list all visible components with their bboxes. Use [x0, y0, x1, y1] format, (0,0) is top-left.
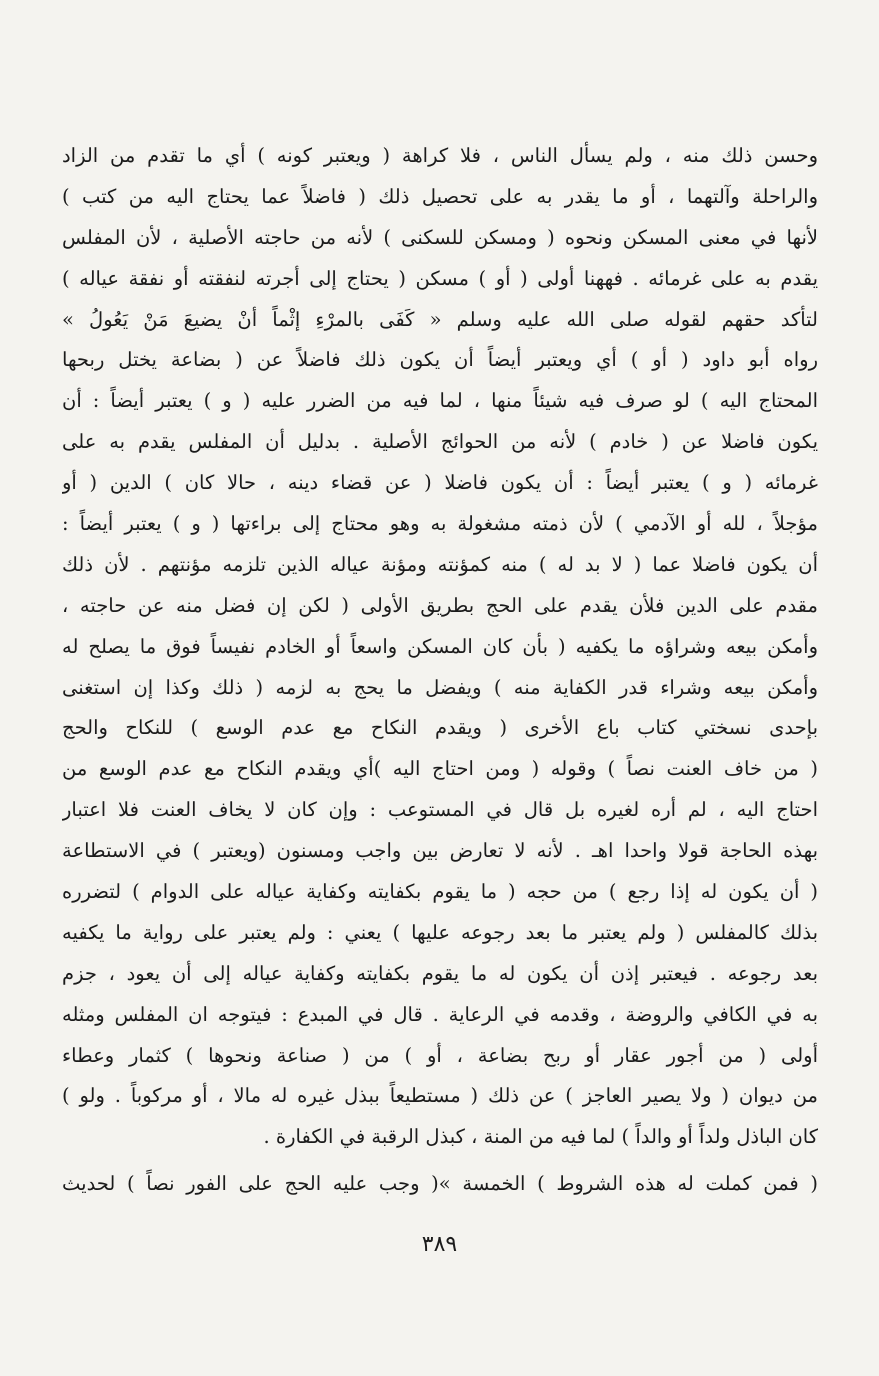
text-line: أولى ( من أجور عقار أو ربح بضاعة ، أو ) من ( صناعة ونحوها ) كثمار وعطاء — [62, 1043, 818, 1067]
text-line: أن يكون فاضلا عما ( لا بد له ) منه كمؤنته ومؤنة عياله الذين تلزمه مؤنتهم . لأن ذلك — [62, 552, 818, 576]
text-line: بإحدى نسختي كتاب باع الأخرى ( ويقدم النكاح مع عدم الوسع ) للنكاح والحج — [62, 716, 818, 740]
text-line: بهذه الحاجة قولا واحدا اهـ . لأنه لا تعارض بين واجب ومسنون (ويعتبر ) في الاستطاعة — [62, 839, 818, 863]
text-line: من ديوان ( ولا يصير العاجز ) عن ذلك ( مستطيعاً ببذل غيره له مالا ، أو مركوباً . ولو ) — [62, 1084, 818, 1108]
text-line: والراحلة وآلتهما ، أو ما يقدر به على تحصيل ذلك ( فاضلاً عما يحتاج اليه من كتب ) — [62, 184, 818, 208]
text-line: بعد رجوعه . فيعتبر إذن أن يكون له ما يقوم بكفايته وكفاية عياله إلى أن يعود ، جزم — [62, 961, 818, 985]
text-line: مؤجلاً ، لله أو الآدمي ) لأن ذمته مشغولة به وهو محتاج إلى براءتها ( و ) يعتبر أيضاً : — [62, 512, 818, 536]
text-line: لتأكد حقهم لقوله صلى الله عليه وسلم « كَفَى بالمرْءِ إثْماً أنْ يضيعَ مَنْ يَعُولُ » — [62, 307, 818, 331]
paragraph-last-line: كان الباذل ولداً أو والداً ) لما فيه من المنة ، كبذل الرقبة في الكفارة . — [263, 1125, 818, 1149]
text-line: لأنها في معنى المسكن ونحوه ( ومسكن للسكنى ) لأنه من حاجته الأصلية ، لأن المفلس — [62, 225, 818, 249]
text-line: وأمكن بيعه وشراء قدر الكفاية منه ) ويفضل ما يحج به لزمه ( ذلك وكذا إن استغنى — [62, 675, 818, 699]
new-paragraph-line: ( فمن كملت له هذه الشروط ) الخمسة »( وجب عليه الحج على الفور نصاً ) لحديث — [62, 1172, 818, 1195]
text-line: وأمكن بيعه وشراؤه ما يكفيه ( بأن كان المسكن واسعاً أو الخادم نفيساً فوق ما يصلح له — [62, 634, 818, 658]
text-line: يقدم به على غرمائه . فههنا أولى ( أو ) مسكن ( يحتاج إلى أجرته لنفقته أو نفقة عياله ) — [62, 266, 818, 290]
text-line: وحسن ذلك منه ، ولم يسأل الناس ، فلا كراهة ( ويعتبر كونه ) أي ما تقدم من الزاد — [62, 144, 818, 167]
text-line: ( من خاف العنت نصاً ) وقوله ( ومن احتاج اليه )أي ويقدم النكاح مع عدم الوسع من — [62, 757, 818, 781]
text-line: مقدم على الدين فلأن يقدم على الحج بطريق الأولى ( لكن إن فضل منه عن حاجته ، — [62, 593, 818, 617]
text-line: يكون فاضلا عن ( خادم ) لأنه من الحوائج الأصلية . بدليل أن المفلس يقدم به على — [62, 430, 818, 454]
text-line: رواه أبو داود ( أو ) أي ويعتبر أيضاً أن يكون ذلك فاضلاً عن ( بضاعة يختل ربحها — [62, 348, 818, 372]
text-line: به في الكافي والروضة ، وقدمه في الرعاية . قال في المبدع : فيتوجه ان المفلس ومثله — [62, 1002, 818, 1026]
text-line: المحتاج اليه ) لو صرف فيه شيئاً منها ، لما فيه من الضرر عليه ( و ) يعتبر أيضاً : أن — [62, 389, 818, 413]
main-text-block — [62, 136, 818, 1158]
text-line: غرمائه ( و ) يعتبر أيضاً : أن يكون فاضلا ( عن قضاء دينه ، حالا كان ) الدين ( أو — [62, 471, 818, 495]
text-line: احتاج اليه ، لم أره لغيره بل قال في المستوعب : وإن كان لا يخاف العنت فلا اعتبار — [62, 798, 818, 822]
text-line: بذلك كالمفلس ( ولم يعتبر ما بعد رجوعه عليها ) يعني : ولم يعتبر على رواية ما يكفيه — [62, 920, 818, 944]
page-number: ٣٨٩ — [421, 1232, 458, 1257]
text-line: ( أن يكون له إذا رجع ) من حجه ( ما يقوم بكفايته وكفاية عياله على الدوام ) لتضرره — [62, 880, 818, 904]
